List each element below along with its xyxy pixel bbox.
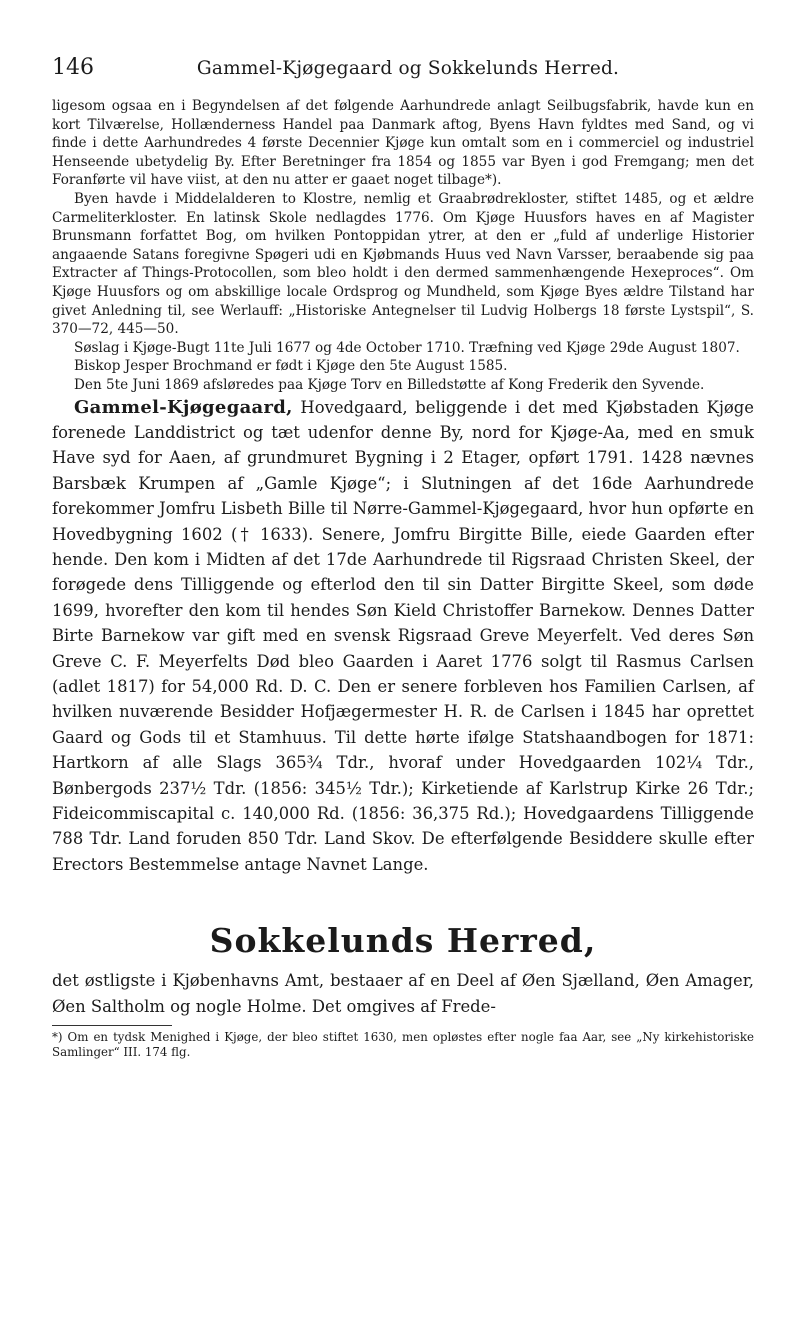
paragraph-industry: ligesom ogsaa en i Begyndelsen af det følgende Aarhundrede anlagt Seilbugsfabrik, havde kun en kort Tilværelse, Hollænderness Handel paa Danmark aftog, Byens Havn fyldtes med Sand, og vi finde i dette Aarhundredes 4 første Decennier Kjøge kun omtalt som en i commerciel og industriel Henseende ubetydelig By. Efter Beretninger fra 1854 og 1855 var Byen i god Fremgang; men det Foranførte vil have viist, at den nu atter er gaaet noget tilbage*). <box>52 98 754 189</box>
page-header <box>52 55 754 89</box>
entry-text: Hovedgaard, beliggende i det med Kjøbstaden Kjøge forenede Landdistrict og tæt udenfor denne By, nord for Kjøge-Aa, med en smuk Have syd for Aaen, af grundmuret Bygning i 2 Etager, opført 1791. 1428 nævnes Barsbæk Krumpen af „Gamle Kjøge“; i Slutningen af det 16de Aarhundrede forekommer Jomfru Lisbeth Bille til Nørre-Gammel-Kjøgegaard, hvor hun opførte en Hovedbygning 1602 († 1633). Senere, Jomfru Birgitte Bille, eiede Gaarden efter hende. Den kom i Midten af det 17de Aarhundrede til Rigsraad Christen Skeel, der forøgede dens Tilliggende og efterlod den til sin Datter Birgitte Skeel, som døde 1699, hvorefter den kom til hendes Søn Kield Christoffer Barnekow. Dennes Datter Birte Barnekow var gift med en svensk Rigsraad Greve Meyerfelt. Ved deres Søn Greve C. F. Meyerfelts Død bleo Gaarden i Aaret 1776 solgt til Rasmus Carlsen (adlet 1817) for 54,000 Rd. D. C. Den er senere forbleven hos Familien Carlsen, af hvilken nuværende Besidder Hofjægermester H. R. de Carlsen i 1845 har oprettet Gaard og Gods til et Stamhuus. Til dette hørte ifølge Statshaandbogen for 1871: Hartkorn af alle Slags 365¾ Tdr., hvoraf under Hovedgaarden 102¼ Tdr., Bønbergods 237½ Tdr. (1856: 345½ Tdr.); Kirketiende af Karlstrup Kirke 26 Tdr.; Fideicommiscapital c. 140,000 Rd. (1856: 36,375 Rd.); Hovedgaardens Tilliggende 788 Tdr. Land foruden 850 Tdr. Land Skov. De efterfølgende Besiddere skulle efter Erectors Bestemmelse antage Navnet Lange. <box>52 397 755 874</box>
paragraph-bishop: Biskop Jesper Brochmand er født i Kjøge den 5te August 1585. <box>74 358 508 375</box>
paragraph-monasteries: Byen havde i Middelalderen to Klostre, nemlig et Graabrødrekloster, stiftet 1485, og et ældre Carmeliterkloster. En latinsk Skole nedlagdes 1776. Om Kjøge Huusfors haves en af Magister Brunsmann forfattet Bog, om hvilken Pontoppidan ytrer, at den er „fuld af underlige Historier angaaende Satans foregivne Spøgeri udi en Kjøbmands Huus ved Navn Varsser, beraabende sig paa Extracter af Things-Protocollen, som bleo holdt i den dermed sammenhængende Hexeproces“. Om Kjøge Huusfors og om abskillige locale Ordsprog og Mundheld, som Kjøge Byes ældre Tilstand har givet Anledning til, see Werlauff: „Historiske Antegnelser til Ludvig Holbergs 18 første Lystspil“, S. 370—72, 445—50. <box>52 190 754 338</box>
footnote-divider <box>52 1025 172 1026</box>
paragraph-gammel-kjogegaard <box>52 395 754 878</box>
paragraph-statue: Den 5te Juni 1869 afsløredes paa Kjøge Torv en Billedstøtte af Kong Frederik den Syvende. <box>74 376 705 393</box>
paragraph-battles: Søslag i Kjøge-Bugt 11te Juli 1677 og 4de October 1710. Træfning ved Kjøge 29de August 1807. <box>74 339 740 356</box>
page-number: 146 <box>52 55 94 80</box>
entry-heading: Gammel-Kjøgegaard, <box>74 396 293 418</box>
running-head: Gammel-Kjøgegaard og Sokkelunds Herred. <box>196 58 620 79</box>
section-intro-text: det østligste i Kjøbenhavns Amt, bestaaer af en Deel af Øen Sjælland, Øen Amager, Øen Saltholm og nogle Holme. Det omgives af Frede- <box>52 971 754 1016</box>
section-title: Sokkelunds Herred, <box>209 921 597 961</box>
body-text <box>52 97 754 877</box>
footnote: *) Om en tydsk Menighed i Kjøge, der bleo stiftet 1630, men opløstes efter nogle faa Aar, see „Ny kirkehistoriske Samlinger“ III. 174 flg. <box>52 1030 754 1060</box>
section-intro <box>52 968 754 1019</box>
